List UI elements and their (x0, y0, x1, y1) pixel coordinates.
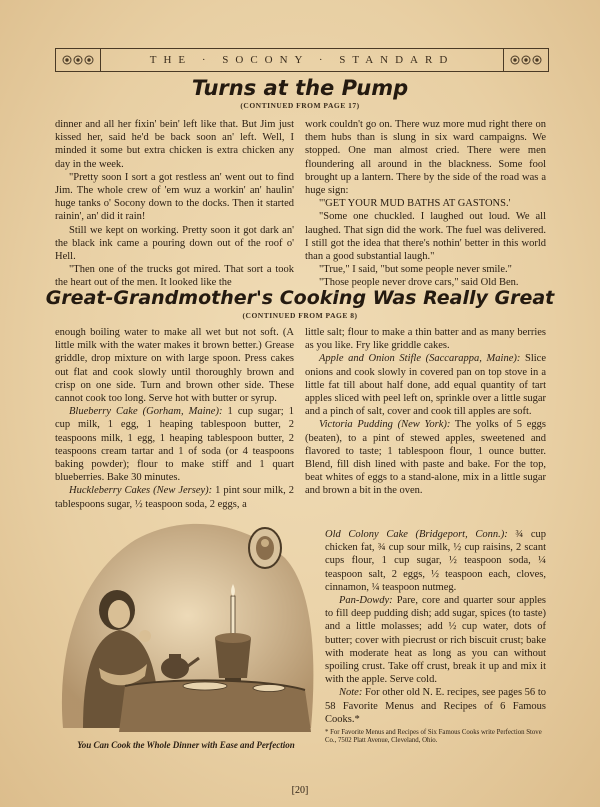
paragraph: little salt; flour to make a thin batter and as many berries as you like. Fry like griddle cakes. (305, 327, 546, 352)
note (325, 686, 546, 726)
paragraph: "Those people never drove cars," said Old Ben. (319, 277, 519, 289)
recipe-victoria-pudding (305, 418, 546, 497)
recipe-name: Pan-Dowdy: (339, 595, 393, 607)
illustration-woman-cooking (55, 518, 317, 740)
paragraph: dinner and all her fixin' bein' left like that. But Jim just kissed her, said he'd be back soon an' left. Well, I minded it some but extra chicken is extra chicken any day in the week. (55, 119, 294, 170)
article1-left-column (55, 118, 294, 290)
article1-title: Turns at the Pump (191, 76, 409, 100)
article2-right-column (305, 326, 546, 498)
recipe-name: Victoria Pudding (New York): (319, 419, 451, 431)
recipe-text: The yolks of 5 eggs (beaten), to a pint of stewed apples, sweetened and flavored to taste; 1 tablespoon flour, 1 ounce butter. Blend, fill dish lined with paste and bake. For the top, beat whites of eggs to a stand-alone, mix in a little sugar and brown a bit in the oven. (305, 419, 547, 497)
footnote: * For Favorite Menus and Recipes of Six Famous Cooks write Perfection Stove Co., 7502 Platt Avenue, Cleveland, Ohio. (325, 729, 542, 745)
paragraph: "Pretty soon I sort a got restless an' went out to find Jim. The whole crew of 'em wuz a workin' an' haulin' huge tanks o' Socony down to the docks. Then it started rainin', an' did it rain! (55, 171, 294, 223)
note-text: For other old N. E. recipes, see pages 56 to 58 Favorite Menus and Recipes of 6 Famous Cooks.* (325, 687, 546, 725)
paragraph: Still we kept on working. Pretty soon it got dark an' the black ink came a pouring down out of the roof o' Hell. (55, 224, 294, 263)
article1-right-column (305, 118, 546, 290)
recipe-huckleberry-cakes (55, 484, 294, 510)
recipe-name: Blueberry Cake (Gorham, Maine): (69, 406, 223, 418)
article2-right-lower-column (325, 528, 546, 726)
article2-left-column (55, 326, 294, 511)
article1-continued: (CONTINUED FROM PAGE 17) (240, 101, 360, 110)
recipe-pan-dowdy (325, 594, 546, 686)
article2-continued: (CONTINUED FROM PAGE 8) (242, 311, 358, 320)
recipe-name: Huckleberry Cakes (New Jersey): (69, 485, 213, 497)
recipe-text: 1 cup sugar; 1 cup milk, 1 egg, 1 heaping tablespoon butter, 2 teaspoons milk, 1 egg, 1 heaping tablespoon butter, 2 teaspoons cream tartar and 1 of soda (or 4 teaspoons baking powder); flour to make stiff and 1 quart blueberries. Bake 30 minutes. (55, 406, 295, 484)
masthead-title: THE · SOCONY · STANDARD (149, 54, 455, 66)
paragraph: enough boiling water to make all wet but not soft. (A little milk with the water makes it brown better.) Grease griddle, drop mixture on with large spoon. Press cakes out flat and cook slowly until thoroughly brown and crisp on one side. Turn and brown other side. These cannot cook too long. Serve hot with butter or syrup. (55, 327, 294, 405)
page-number: [20] (291, 785, 309, 796)
paragraph: "True," I said, "but some people never smile." (319, 264, 512, 276)
paragraph: work couldn't go on. There wuz more mud right there on them hubs than is slung in six ward campaigns. We stopped. One man almost cried. There were men floundering all around in the blackness. Some fool brought up a lantern. There by the side of the road was a huge sign: (305, 119, 546, 197)
recipe-text: ¾ cup chicken fat, ¾ cup sour milk, ½ cup raisins, 2 scant cups flour, 1 cup sugar, ½ teaspoon soda, ¼ teaspoon salt, 2 eggs, ½ teaspoon each, cloves, cinnamon, ¼ teaspoon nutmeg. (325, 529, 546, 593)
illustration-caption: You Can Cook the Whole Dinner with Ease and Perfection (77, 740, 295, 750)
recipe-blueberry-cake (55, 405, 294, 484)
framed-portrait-icon (249, 528, 281, 568)
paragraph: "Then one of the trucks got mired. That sort a took the heart out of the men. It looked like the (55, 264, 294, 289)
masthead (55, 48, 549, 72)
recipe-name: Apple and Onion Stifle (Saccarappa, Maine): (319, 353, 521, 365)
recipe-text: Slice onions and cook slowly in covered pan on top stove in a little fat till about half done, add equal quantity of tart apples sliced with peel left on, sprinkle over a little sugar and a pinch of salt, cover and cook till apples are soft. (305, 353, 546, 418)
recipe-text: Pare, core and quarter sour apples to fill deep pudding dish; add sugar, spices (to taste) and a little molasses; add ½ cup water, dots of butter; cover with piecrust or rich biscuit crust; bake with moderate heat as long as you can without spoiling crust. Take off crust, break it up and mix it with the apple. Serve cold. (325, 595, 546, 686)
recipe-old-colony-cake (325, 528, 546, 594)
recipe-name: Old Colony Cake (Bridgeport, Conn.): (325, 529, 508, 540)
recipe-apple-onion-stifle (305, 352, 546, 418)
paragraph: "Some one chuckled. I laughed out loud. We all laughed. That sign did the work. The fuel was delivered. I still got the idea that there's nothin' better in this world than a good substantial laugh." (305, 211, 546, 263)
ornament-left-icon (56, 49, 101, 71)
ornament-right-icon (503, 49, 548, 71)
article2-title: Great-Grandmother's Cooking Was Really Great (45, 287, 555, 309)
recipe-text: 1 pint sour milk, 2 tablespoons sugar, ½ teaspoon soda, 2 eggs, a (55, 485, 295, 510)
sign-text: "'GET YOUR MUD BATHS AT GASTONS.' (319, 198, 511, 210)
note-label: Note: (339, 687, 363, 699)
coffee-urn-icon (215, 633, 251, 684)
candle-icon (231, 584, 235, 634)
table-icon (119, 680, 311, 732)
